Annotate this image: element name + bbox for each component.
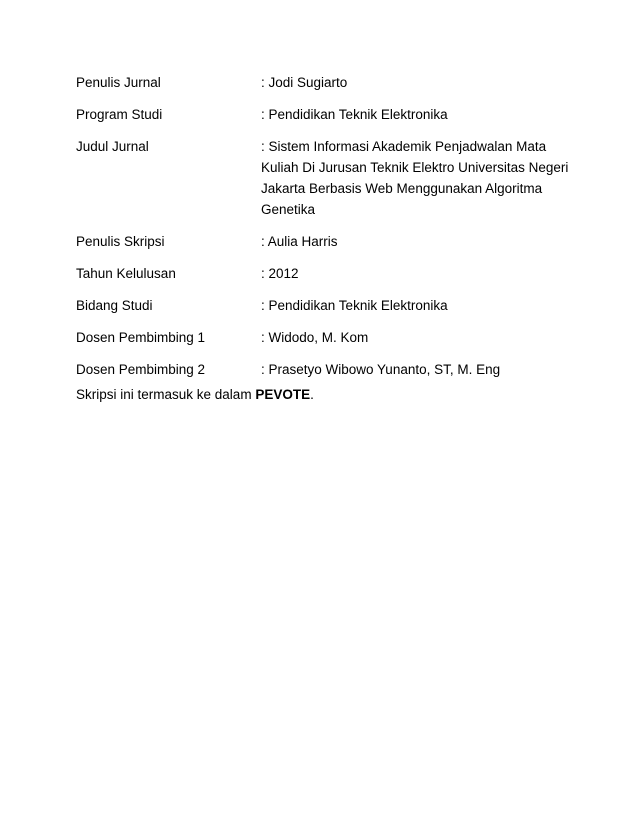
- field-value: : Aulia Harris: [261, 234, 338, 249]
- field-value: : Sistem Informasi Akademik Penjadwalan Mata Kuliah Di Jurusan Teknik Elektro Universitas Negeri Jakarta Berbasis Web Menggunakan Algoritma Genetika: [261, 139, 569, 217]
- field-row-penulis-skripsi: [76, 231, 576, 252]
- field-value: : Pendidikan Teknik Elektronika: [261, 298, 448, 313]
- note-suffix: .: [310, 387, 314, 402]
- field-label: Dosen Pembimbing 2: [76, 362, 206, 377]
- field-label: Program Studi: [76, 107, 163, 122]
- field-value: : 2012: [261, 266, 299, 281]
- field-label: Penulis Skripsi: [76, 234, 165, 249]
- field-label: Dosen Pembimbing 1: [76, 330, 206, 345]
- field-value: : Pendidikan Teknik Elektronika: [261, 107, 448, 122]
- note-prefix: Skripsi ini termasuk ke dalam: [76, 387, 256, 402]
- field-label: Tahun Kelulusan: [76, 266, 176, 281]
- note-emphasis: PEVOTE: [255, 387, 311, 402]
- classification-note: [76, 384, 314, 405]
- field-label: Bidang Studi: [76, 298, 153, 313]
- field-row-dosen-pembimbing-1: [76, 327, 576, 348]
- field-row-dosen-pembimbing-2: [76, 359, 576, 380]
- field-label: Judul Jurnal: [76, 139, 149, 154]
- field-row-judul-jurnal: [76, 136, 576, 220]
- field-value: : Jodi Sugiarto: [261, 75, 348, 90]
- field-row-bidang-studi: [76, 295, 576, 316]
- metadata-table: [76, 72, 576, 391]
- field-value: : Prasetyo Wibowo Yunanto, ST, M. Eng: [261, 362, 501, 377]
- field-value: : Widodo, M. Kom: [261, 330, 369, 345]
- field-row-penulis-jurnal: [76, 72, 576, 93]
- field-label: Penulis Jurnal: [76, 75, 161, 90]
- field-row-tahun-kelulusan: [76, 263, 576, 284]
- field-row-program-studi: [76, 104, 576, 125]
